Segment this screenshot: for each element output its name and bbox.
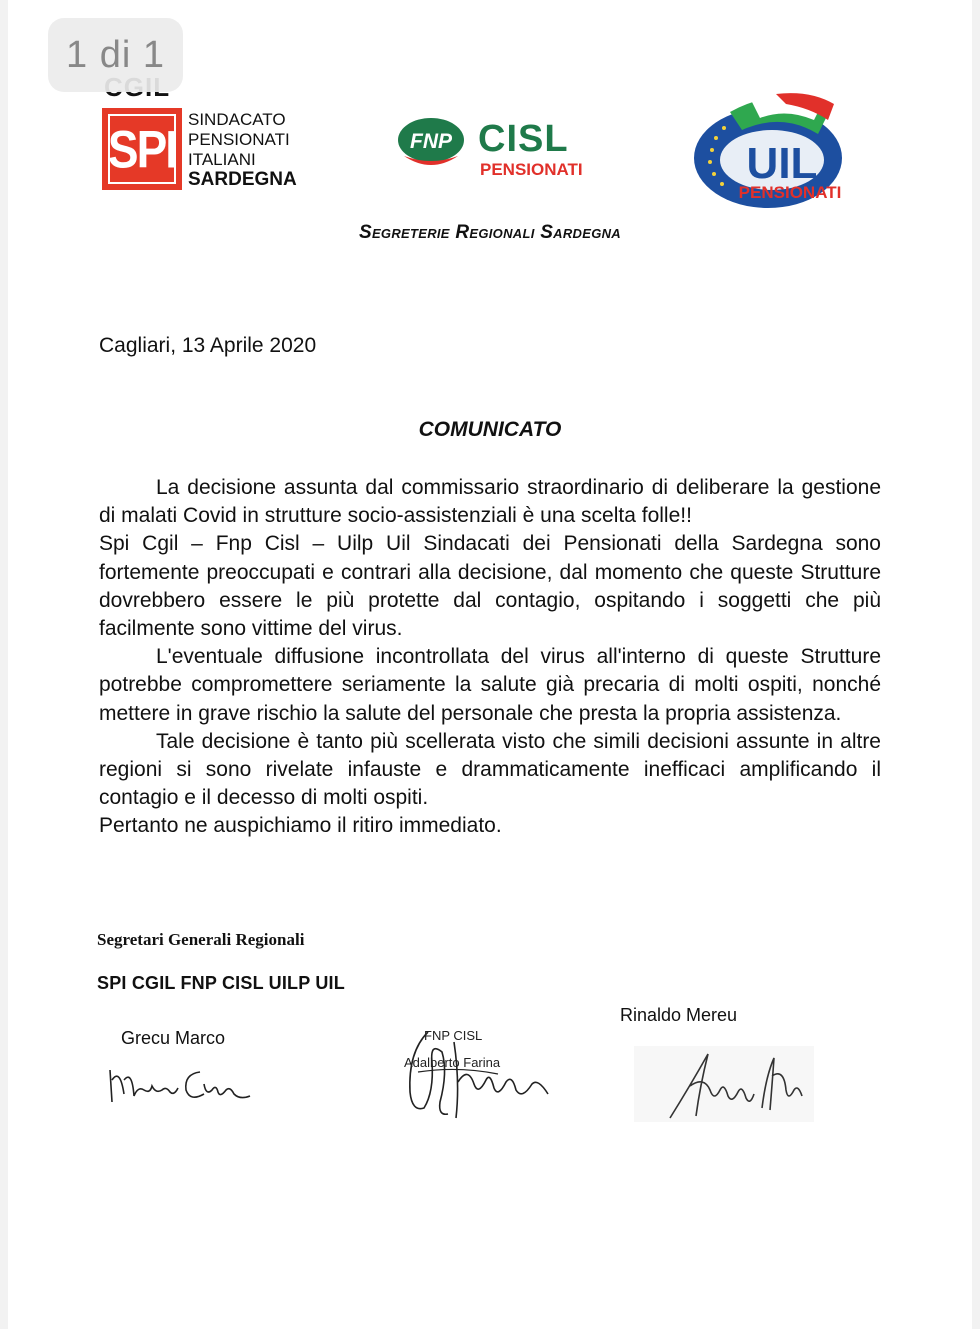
signer-name-grecu: Grecu Marco xyxy=(121,1028,226,1048)
cisl-logo-subtitle: PENSIONATI xyxy=(480,160,583,179)
date-line: Cagliari, 13 Aprile 2020 xyxy=(99,334,317,357)
organizations-line: SPI CGIL FNP CISL UILP UIL xyxy=(97,973,345,993)
spi-logo-box-text: SPI xyxy=(107,119,177,179)
signer-name-farina: Adalberto Farina xyxy=(404,1055,501,1070)
spi-logo-line: ITALIANI xyxy=(188,150,256,169)
page-indicator: 1 di 1 xyxy=(48,18,183,92)
signer-name-mereu: Rinaldo Mereu xyxy=(620,1005,738,1025)
fnp-badge-icon xyxy=(396,116,466,168)
body-paragraph: La decisione assunta dal commissario straordinario di deliberare la gestione di malati Covid in strutture socio-assistenziali è una scelta folle!! xyxy=(99,476,881,528)
spi-logo-line: SINDACATO xyxy=(188,110,286,129)
spi-logo-line: PENSIONATI xyxy=(188,130,290,149)
document-body xyxy=(99,474,881,841)
uil-logo-name: UIL xyxy=(746,139,818,188)
spi-logo-lines xyxy=(188,110,297,190)
body-paragraph: Pertanto ne auspichiamo il ritiro immediato. xyxy=(99,814,502,838)
signature-grecu xyxy=(100,1050,260,1110)
page-edge-left xyxy=(0,0,8,1329)
fnp-badge-text: FNP xyxy=(410,130,452,153)
page-edge-right xyxy=(972,0,980,1329)
signature-farina xyxy=(398,1022,558,1122)
body-paragraph: Spi Cgil – Fnp Cisl – Uilp Uil Sindacati dei Pensionati della Sardegna sono fortemente preoccupati e contrari alla decisione, dal momento che queste Strutture dovrebbero essere le più protette dal contagio, ospitando i soggetti che più facilmente sono vittime del virus. xyxy=(99,532,881,641)
signatures-heading: Segretari Generali Regionali xyxy=(97,930,305,949)
uil-logo-subtitle: PENSIONATI xyxy=(738,183,842,202)
spi-logo-line: SARDEGNA xyxy=(188,169,297,190)
body-paragraph: Tale decisione è tanto più scellerata visto che simili decisioni assunte in altre regioni si sono rivelate infauste e drammaticamente inefficaci amplificando il contagio e il decesso di molti ospiti. xyxy=(99,729,881,810)
fnp-cisl-logo xyxy=(394,108,604,188)
cisl-logo-name: CISL xyxy=(478,118,569,160)
document-heading: COMUNICATO xyxy=(418,418,562,441)
signature-mereu xyxy=(660,1046,810,1126)
department-title: Segreterie Regionali Sardegna xyxy=(358,222,621,243)
signer-org-fnp-cisl: FNP CISL xyxy=(424,1028,483,1043)
body-paragraph: L'eventuale diffusione incontrollata del virus all'interno di queste Strutture potrebbe compromettere seriamente la salute già precaria di molti ospiti, nonché mettere in grave rischio la salute del personale che presta la propria assistenza. xyxy=(99,645,881,725)
spi-cgil-logo xyxy=(100,86,320,196)
uil-pensionati-logo xyxy=(690,90,860,210)
spi-logo-box xyxy=(102,108,182,190)
